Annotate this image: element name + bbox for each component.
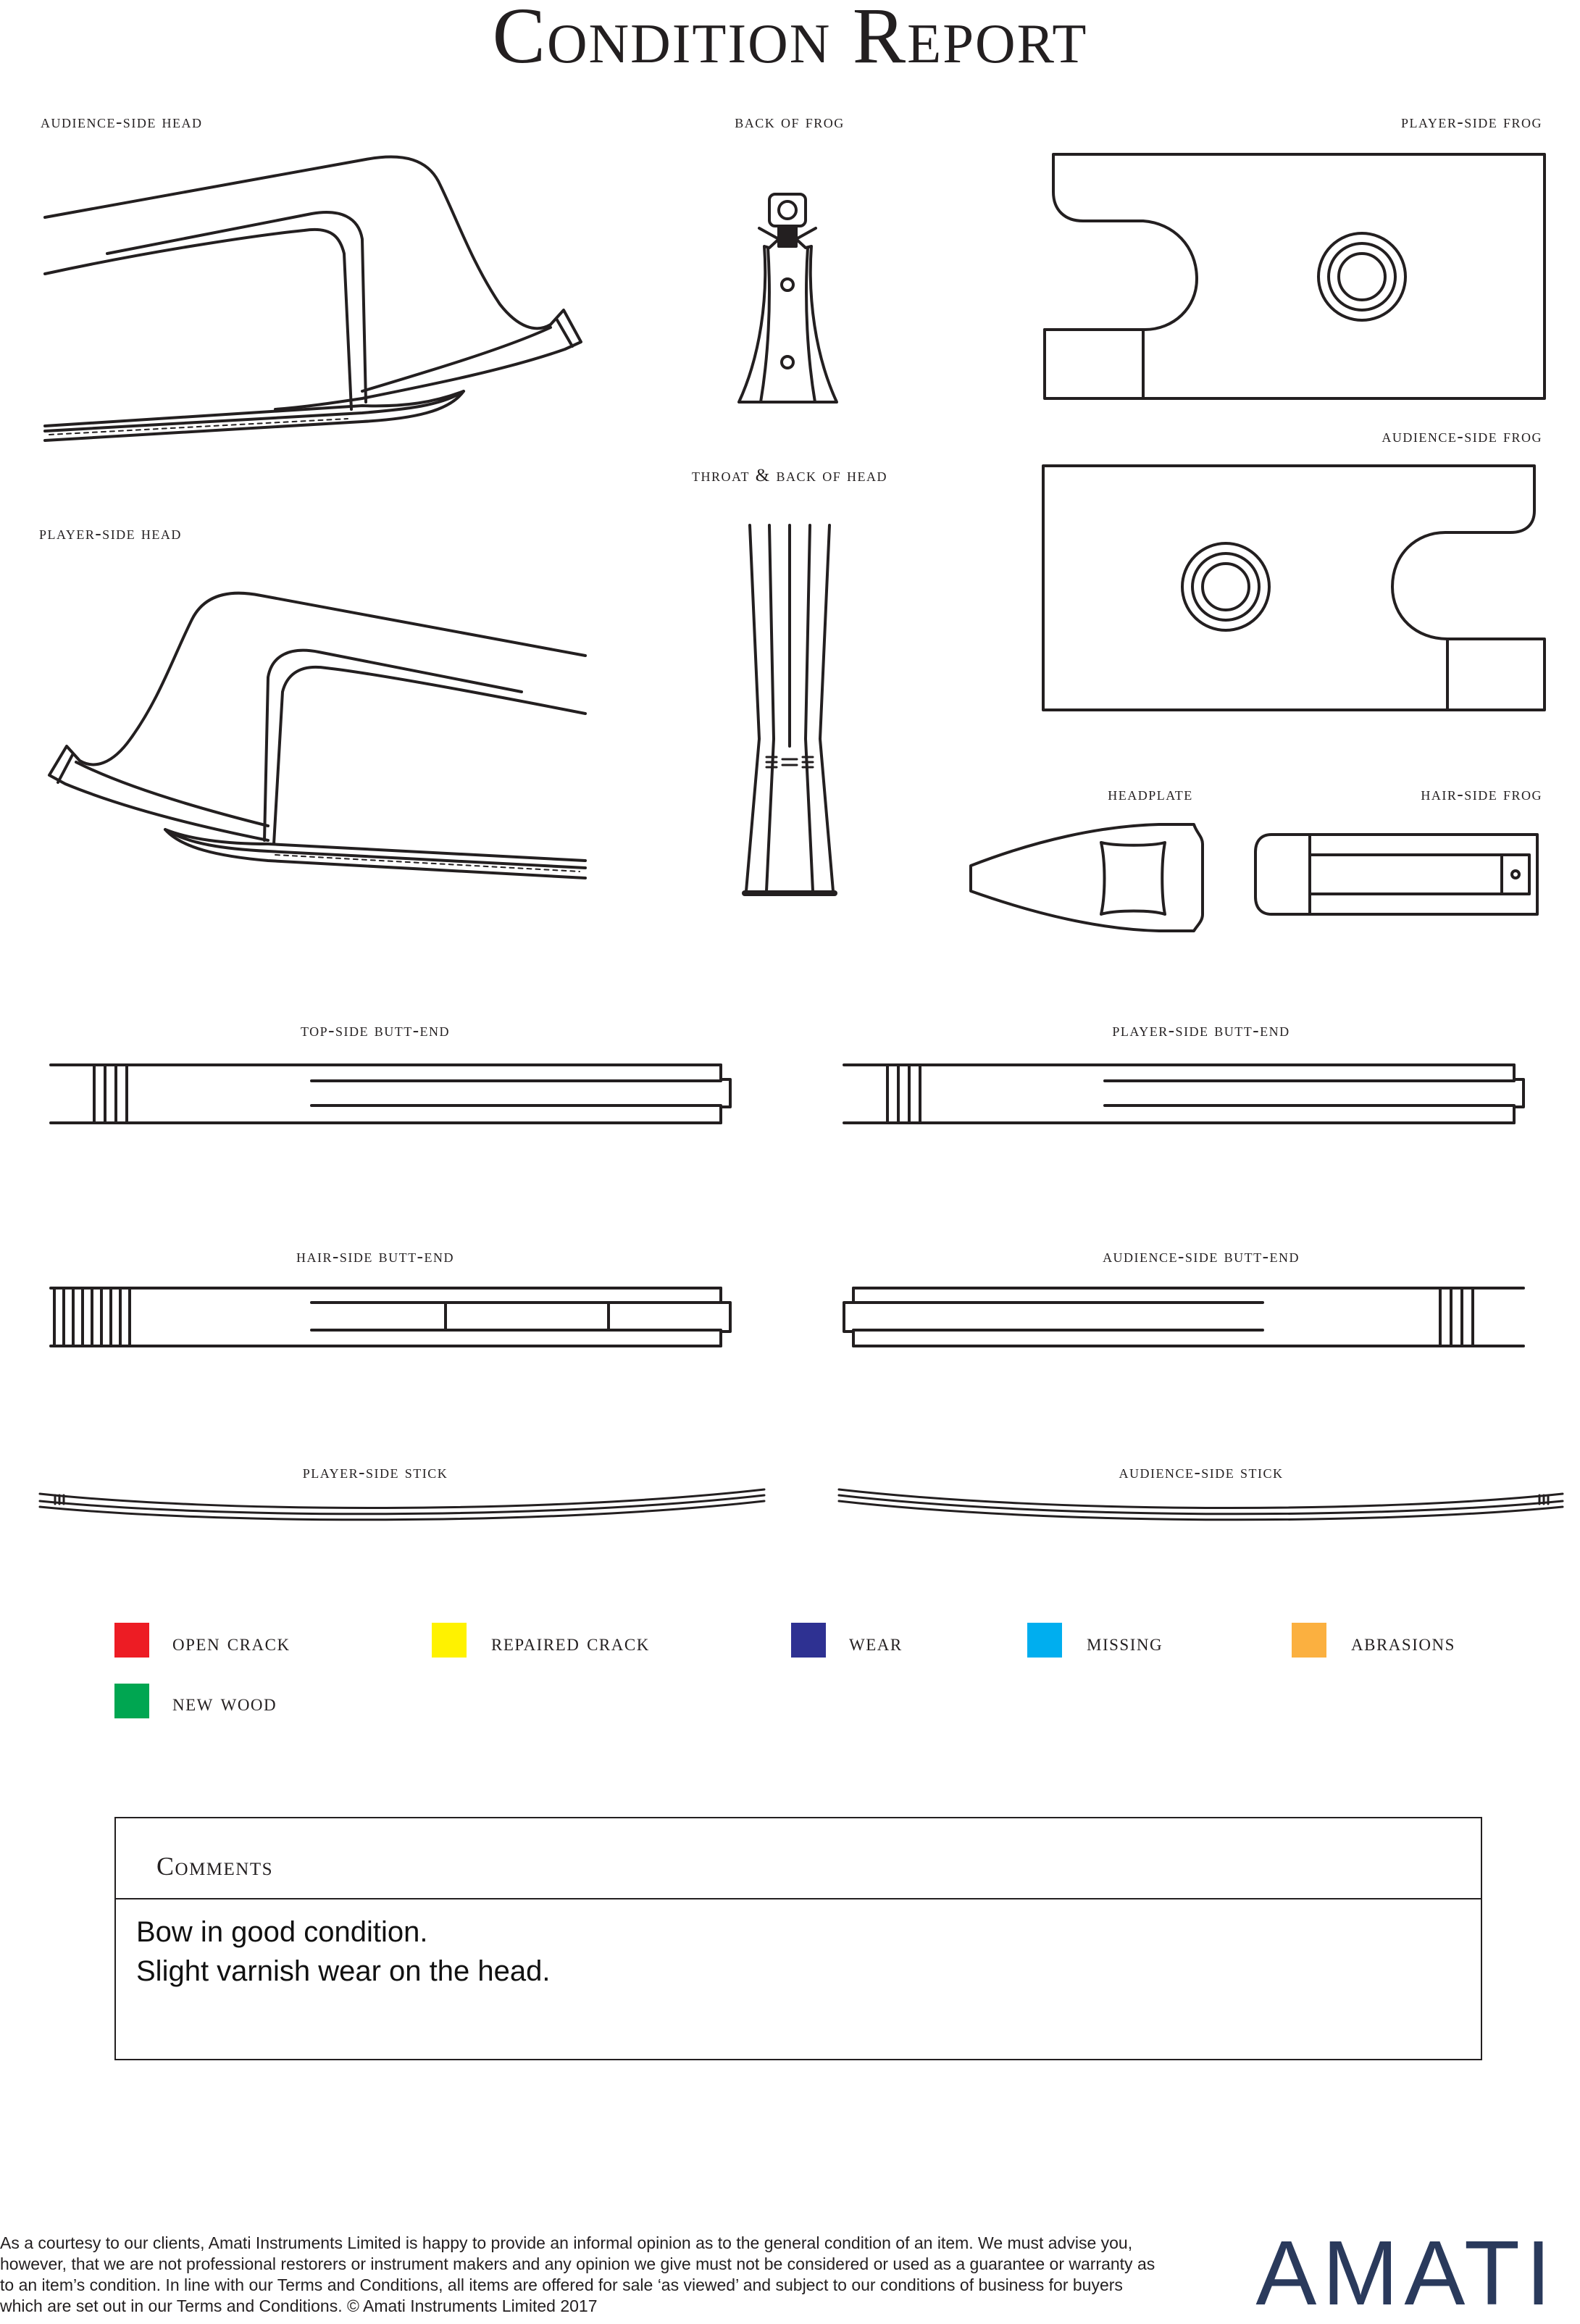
hair-side-butt-end-drawing (51, 1288, 730, 1346)
top-side-butt-end-drawing (51, 1065, 730, 1123)
label-throat-back-of-head: throat & back of head (692, 466, 887, 485)
legend-swatch-repaired-crack (432, 1623, 467, 1658)
legend-label-missing: missing (1087, 1630, 1163, 1656)
label-hair-side-frog: hair-side frog (1421, 785, 1542, 804)
comments-text (136, 1913, 550, 1991)
player-side-frog-drawing (1045, 154, 1545, 398)
label-player-side-butt-end: player-side butt-end (1112, 1021, 1290, 1040)
audience-side-stick-drawing (839, 1489, 1563, 1520)
label-audience-side-stick: audience-side stick (1119, 1463, 1284, 1482)
label-top-side-butt-end: top-side butt-end (300, 1021, 451, 1040)
label-audience-side-butt-end: audience-side butt-end (1103, 1247, 1300, 1266)
player-side-butt-end-drawing (844, 1065, 1523, 1123)
player-side-stick-drawing (40, 1489, 764, 1520)
label-player-side-frog: player-side frog (1401, 112, 1542, 132)
audience-side-butt-end-drawing (844, 1288, 1523, 1346)
comments-title: Comments (156, 1852, 274, 1881)
comments-box (114, 1817, 1482, 2060)
label-audience-side-head: audience-side head (41, 112, 203, 132)
label-audience-side-frog: audience-side frog (1382, 427, 1542, 446)
legend-label-abrasions: abrasions (1351, 1630, 1455, 1656)
label-back-of-frog: back of frog (735, 112, 845, 132)
page-title: Condition Report (492, 0, 1088, 80)
throat-back-of-head-drawing (745, 525, 835, 893)
legend-swatch-new-wood (114, 1684, 149, 1718)
comment-line: Slight varnish wear on the head. (136, 1955, 551, 1987)
legend-label-open-crack: open crack (172, 1630, 290, 1656)
audience-side-frog-drawing (1043, 466, 1545, 710)
label-headplate: headplate (1108, 785, 1193, 804)
audience-side-head-drawing (45, 157, 581, 440)
headplate-drawing (971, 824, 1203, 931)
label-hair-side-butt-end: hair-side butt-end (296, 1247, 454, 1266)
back-of-frog-drawing (739, 194, 837, 402)
legend-label-repaired-crack: repaired crack (491, 1630, 650, 1656)
label-player-side-head: player-side head (39, 524, 182, 543)
player-side-head-drawing (49, 593, 585, 878)
amati-logo: AMATI (1255, 2222, 1557, 2324)
label-player-side-stick: player-side stick (302, 1463, 448, 1482)
comments-header (116, 1818, 1481, 1899)
legend-swatch-open-crack (114, 1623, 149, 1658)
legend-swatch-missing (1027, 1623, 1062, 1658)
legend-label-wear: wear (849, 1630, 903, 1656)
legend-swatch-abrasions (1292, 1623, 1326, 1658)
disclaimer-text: As a courtesy to our clients, Amati Instruments Limited is happy to provide an informal opinion as to the general condition of an item. We must advise you, however, that we are not professional restorers or instrument makers and any opinion we give must not be considered or used as a guarantee or warranty as to an item’s condition. In line with our Terms and Conditions, all items are offered for sale ‘as viewed’ and subject to our conditions of business for buyers which are set out in our Terms and Conditions. © Amati Instruments Limited 2017 (0, 2233, 1155, 2315)
legend-swatch-wear (791, 1623, 826, 1658)
legend-label-new-wood: new wood (172, 1690, 277, 1716)
comment-line: Bow in good condition. (136, 1916, 428, 1948)
hair-side-frog-drawing (1255, 835, 1537, 914)
